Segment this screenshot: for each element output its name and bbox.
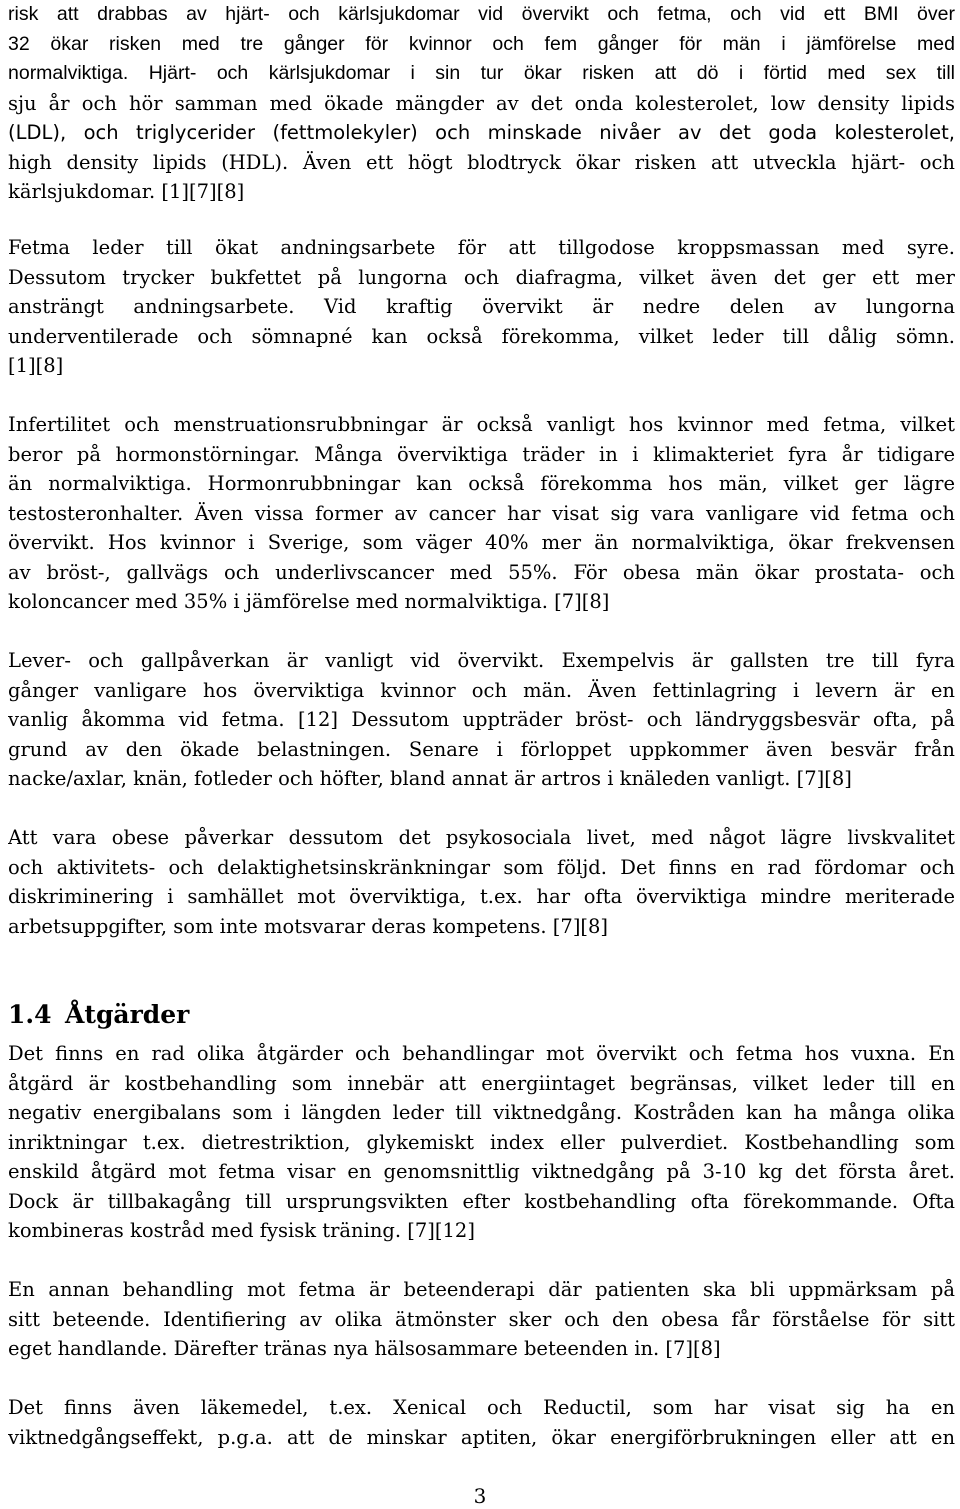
text-line: av bröst-, gallvägs och underlivscancer med 55%. För obesa män ökar prostata- och: [8, 560, 955, 584]
text-line: [1][8]: [8, 354, 64, 377]
text-line: viktnedgångseffekt, p.g.a. att de minskar aptiten, ökar energiförbrukningen eller att en: [8, 1425, 955, 1449]
text-line: high density lipids (HDL). Även ett högt blodtryck ökar risken att utveckla hjärt- och: [8, 150, 955, 174]
text-line: Det finns även läkemedel, t.ex. Xenical och Reductil, som har visat sig ha en: [8, 1396, 955, 1419]
text-line: 32 ökar risken med tre gånger för kvinnor och fem gånger för män i jämförelse med: [8, 32, 955, 55]
text-line: negativ energibalans som i längden leder till viktnedgång. Kostråden kan ha många olika: [8, 1101, 955, 1124]
text-line: sitt beteende. Identifiering av olika ätmönster sker och den obesa får förståelse för sitt: [8, 1307, 955, 1331]
text-line: åtgärd är kostbehandling som innebär att energiintaget begränsas, vilket leder till en: [8, 1071, 955, 1095]
section-title: Åtgärder: [65, 1000, 190, 1029]
text-line: och aktivitets- och delaktighetsinskränkningar som följd. Det finns en rad fördomar och: [8, 855, 955, 879]
text-line: normalviktiga. Hjärt- och kärlsjukdomar i sin tur ökar risken att dö i förtid med sex till: [8, 62, 955, 84]
paragraph: [8, 1039, 955, 1246]
paragraph: [8, 1275, 955, 1364]
text-line: sju år och hör samman med ökade mängder av det onda kolesterolet, low density lipids: [8, 91, 955, 115]
text-line: En annan behandling mot fetma är beteenderapi där patienten ska bli uppmärksam på: [8, 1278, 955, 1301]
text-line: diskriminering i samhället mot överviktiga, t.ex. har ofta överviktiga mindre meriterade: [8, 885, 955, 908]
text-line: vanlig åkomma vid fetma. [12] Dessutom uppträder bröst- och ländryggsbesvär ofta, på: [8, 708, 955, 731]
paragraph: [8, 646, 955, 794]
text-line: (LDL), och triglycerider (fettmolekyler) och minskade nivåer av det goda kolesterolet,: [8, 121, 955, 144]
paragraph: [8, 233, 955, 381]
text-line: Fetma leder till ökat andningsarbete för att tillgodose kroppsmassan med syre.: [8, 236, 955, 259]
text-line: kärlsjukdomar. [1][7][8]: [8, 180, 245, 203]
text-line: övervikt. Hos kvinnor i Sverige, som väger 40% mer än normalviktiga, ökar frekvensen: [8, 531, 955, 554]
paragraph: [8, 1393, 955, 1452]
text-line: risk att drabbas av hjärt- och kärlsjukdomar vid övervikt och fetma, och vid ett BMI över: [8, 3, 955, 25]
text-line: än normalviktiga. Hormonrubbningar kan också förekomma hos män, vilket ger lägre: [8, 472, 955, 495]
text-line: enskild åtgärd mot fetma visar en genomsnittlig viktnedgång på 3-10 kg det första året.: [8, 1160, 955, 1183]
text-line: Infertilitet och menstruationsrubbningar är också vanligt hos kvinnor med fetma, vilket: [8, 413, 955, 436]
text-line: underventilerade och sömnapné kan också förekomma, vilket leder till dålig sömn.: [8, 324, 955, 348]
text-line: gånger vanligare hos överviktiga kvinnor och män. Även fettinlagring i levern är en: [8, 678, 955, 702]
page-number: 3: [473, 1484, 487, 1508]
section-heading: [8, 997, 189, 1033]
text-line: beror på hormonstörningar. Många överviktiga träder in i klimakteriet fyra år tidigare: [8, 442, 955, 466]
text-line: ansträngt andningsarbete. Vid kraftig övervikt är nedre delen av lungorna: [8, 295, 955, 318]
paragraph: [8, 0, 955, 207]
paragraph: [8, 823, 955, 941]
text-line: Lever- och gallpåverkan är vanligt vid övervikt. Exempelvis är gallsten tre till fyra: [8, 649, 955, 672]
section-number: 1.4: [8, 1000, 52, 1029]
text-line: Dock är tillbakagång till ursprungsvikten efter kostbehandling ofta förekommande. Ofta: [8, 1189, 955, 1213]
text-line: nacke/axlar, knän, fotleder och höfter, bland annat är artros i knäleden vanligt. [7][8]: [8, 767, 852, 790]
text-line: Det finns en rad olika åtgärder och behandlingar mot övervikt och fetma hos vuxna. En: [8, 1042, 955, 1065]
text-line: testosteronhalter. Även vissa former av cancer har visat sig vara vanligare vid fetma och: [8, 501, 955, 525]
text-line: eget handlande. Därefter tränas nya hälsosammare beteenden in. [7][8]: [8, 1337, 721, 1360]
paragraph: [8, 410, 955, 617]
text-line: arbetsuppgifter, som inte motsvarar deras kompetens. [7][8]: [8, 914, 609, 938]
text-line: koloncancer med 35% i jämförelse med normalviktiga. [7][8]: [8, 590, 610, 613]
text-line: kombineras kostråd med fysisk träning. [7][12]: [8, 1219, 475, 1242]
text-line: Dessutom trycker bukfettet på lungorna och diafragma, vilket även det ger ett mer: [8, 265, 955, 289]
text-line: grund av den ökade belastningen. Senare i förloppet uppkommer även besvär från: [8, 737, 955, 761]
text-line: inriktningar t.ex. dietrestriktion, glykemiskt index eller pulverdiet. Kostbehandling som: [8, 1130, 955, 1154]
text-line: Att vara obese påverkar dessutom det psykosociala livet, med något lägre livskvalitet: [8, 826, 955, 849]
